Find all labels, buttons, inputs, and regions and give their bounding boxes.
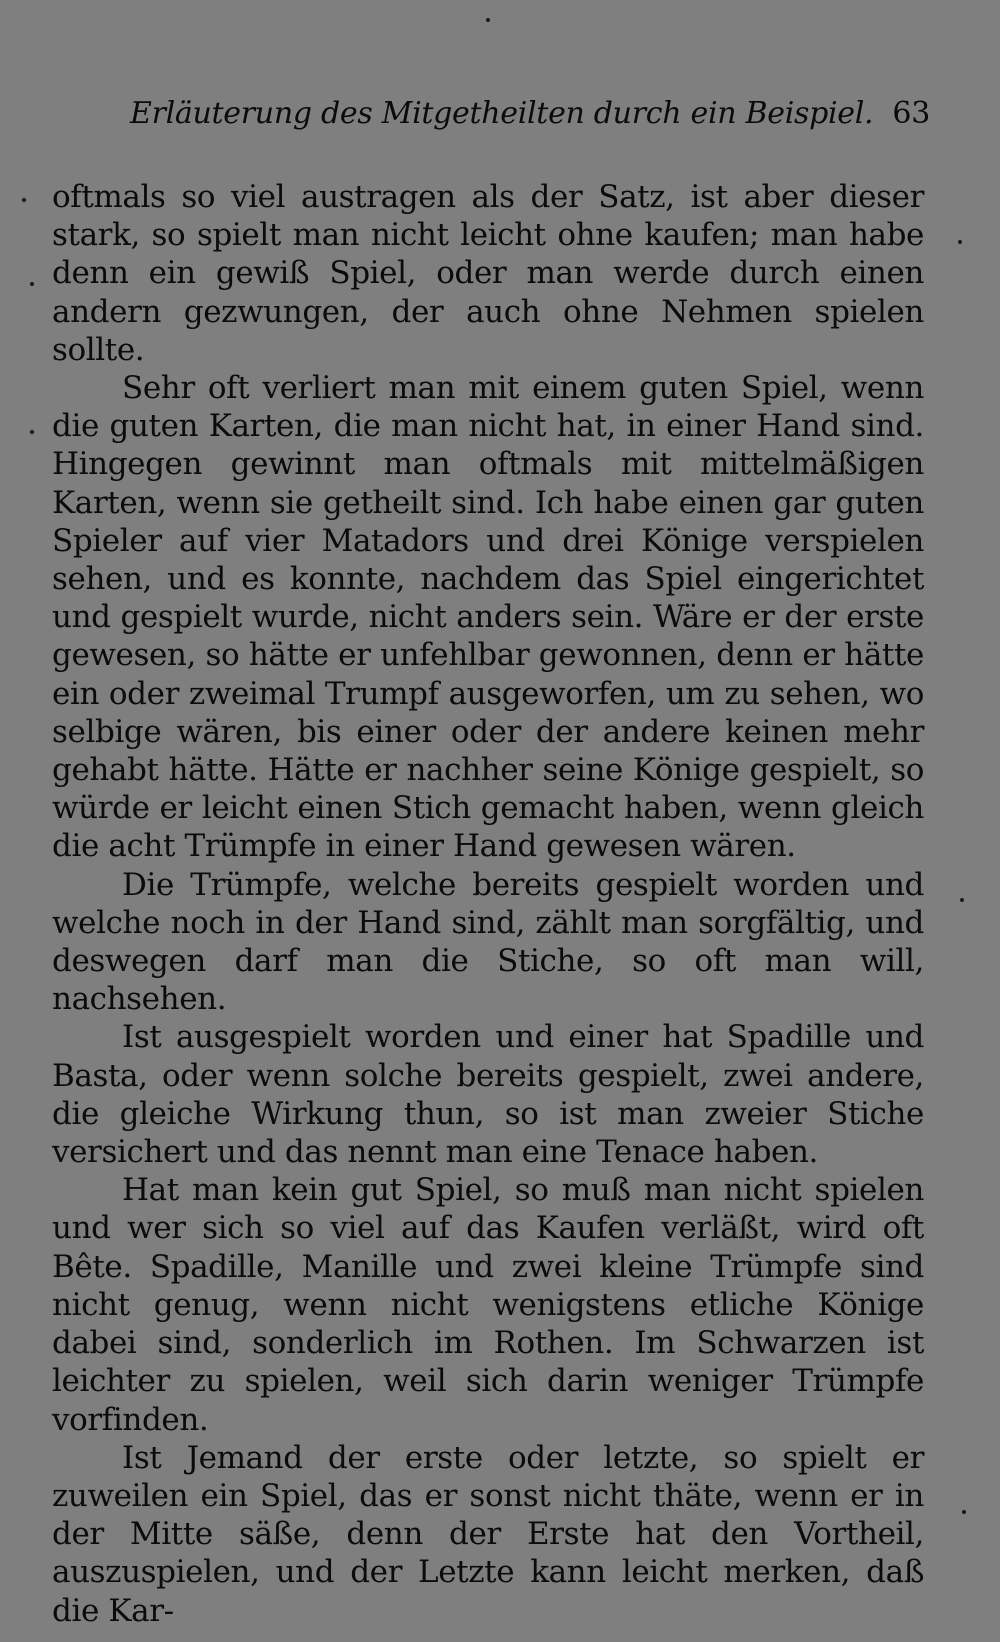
paragraph-continued: oftmals so viel austragen als der Satz, ist aber dieser stark, so spielt man nicht leicht ohne kaufen; man habe denn ein gewiß Spiel, oder man werde durch einen andern gezwungen, der auch ohne Nehmen spielen sollte. bbox=[52, 179, 924, 368]
print-speck bbox=[22, 198, 26, 202]
page-header bbox=[130, 96, 930, 140]
paragraph: Ist Jemand der erste oder letzte, so spielt er zuweilen ein Spiel, das er sonst nicht thäte, wenn er in der Mitte säße, denn der Erste hat den Vortheil, auszuspielen, und der Letzte kann leicht merken, daß die Kar- bbox=[52, 1439, 924, 1629]
running-title: Erläuterung des Mitgetheilten durch ein Beispiel. bbox=[130, 96, 874, 131]
paragraph: Hat man kein gut Spiel, so muß man nicht spielen und wer sich so viel auf das Kaufen verläßt, wird oft Bête. Spadille, Manille und zwei kleine Trümpfe sind nicht genug, wenn nicht wenigstens etliche Könige dabei sind, sonderlich im Rothen. Im Schwarzen ist leichter zu spielen, weil sich darin weniger Trümpfe vorfinden. bbox=[52, 1172, 924, 1438]
print-speck bbox=[962, 1510, 966, 1514]
print-speck bbox=[30, 282, 34, 286]
print-speck bbox=[486, 18, 490, 22]
body-text bbox=[52, 178, 924, 1630]
print-speck bbox=[30, 430, 34, 434]
page-number: 63 bbox=[892, 96, 930, 131]
paragraph: Die Trümpfe, welche bereits gespielt worden und welche noch in der Hand sind, zählt man sorgfältig, und deswegen darf man die Stiche, so oft man will, nachsehen. bbox=[52, 866, 924, 1018]
paragraph: Ist ausgespielt worden und einer hat Spadille und Basta, oder wenn solche bereits gespielt, zwei andere, die gleiche Wirkung thun, so ist man zweier Stiche versichert und das nennt man eine Tenace haben. bbox=[52, 1019, 924, 1171]
print-speck bbox=[958, 240, 962, 244]
paragraph: Sehr oft verliert man mit einem guten Spiel, wenn die guten Karten, die man nicht hat, in einer Hand sind. Hingegen gewinnt man oftmals mit mittelmäßigen Karten, wenn sie getheilt sind. Ich habe einen gar guten Spieler auf vier Matadors und drei Könige verspielen sehen, und es konnte, nachdem das Spiel eingerichtet und gespielt wurde, nicht anders sein. Wäre er der erste gewesen, so hätte er unfehlbar gewonnen, denn er hätte ein oder zweimal Trumpf ausgeworfen, um zu sehen, wo selbige wären, bis einer oder der andere keinen mehr gehabt hätte. Hätte er nachher seine Könige gespielt, so würde er leicht einen Stich gemacht haben, wenn gleich die acht Trümpfe in einer Hand gewesen wären. bbox=[52, 370, 924, 865]
print-speck bbox=[960, 898, 964, 902]
